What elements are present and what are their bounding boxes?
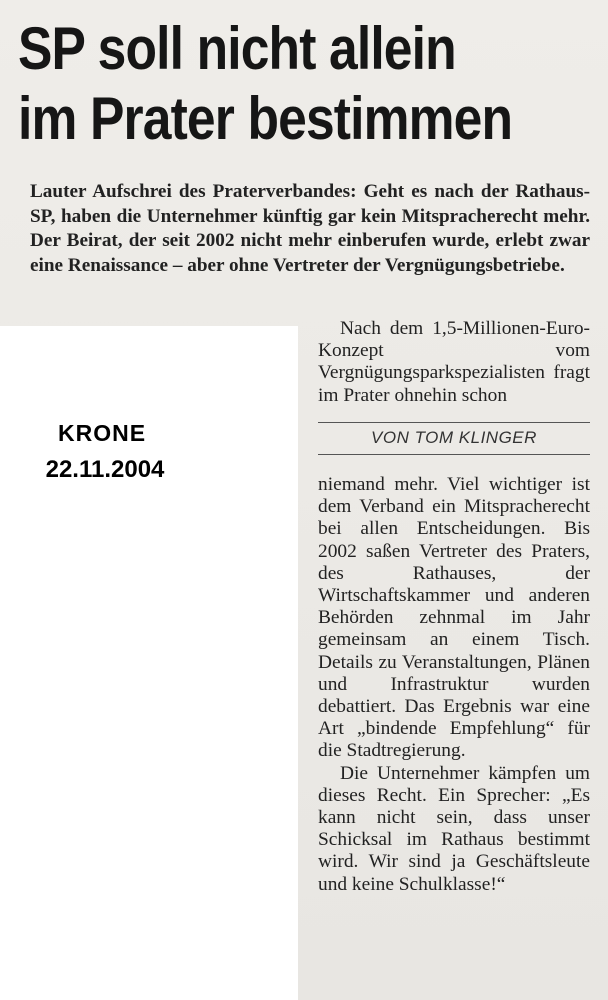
headline-line-1: SP soll nicht allein <box>18 15 456 82</box>
source-label: KRONE <box>57 420 147 446</box>
body-intro-column <box>318 318 590 407</box>
body-paragraph-1: niemand mehr. Viel wichtiger ist dem Verband ein Mitspracherecht bei allen Entscheidungen. Bis 2002 saßen Vertreter des Praters, des Rathauses, der Wirtschaftskammer und anderen Behörden zehnmal im Jahr gemeinsam an einem Tisch. Details zu Veranstaltungen, Plänen und Infrastruktur wurden debattiert. Das Ergebnis war eine Art „bindende Empfehlung“ für die Stadtregierung. <box>318 474 590 762</box>
body-paragraph-2: Die Unternehmer kämpfen um dieses Recht. Ein Sprecher: „Es kann nicht sein, dass unser Schicksal im Rathaus bestimmt wird. Wir sind ja Geschäftsleute und keine Schulklasse!“ <box>318 762 590 895</box>
headline <box>18 14 517 154</box>
byline-rule-top <box>318 422 590 423</box>
body-column <box>318 474 590 896</box>
byline: VON TOM KLINGER <box>371 428 537 447</box>
lead-paragraph: Lauter Aufschrei des Praterverbandes: Geht es nach der Rathaus-SP, haben die Unternehmer künftig gar kein Mitspracherecht mehr. Der Beirat, der seit 2002 nicht mehr einberufen wurde, erlebt zwar eine Renaissance – aber ohne Vertreter der Vergnügungsbetriebe. <box>30 181 590 276</box>
date-label: 22.11.2004 <box>45 456 165 483</box>
body-intro: Nach dem 1,5-Millionen-Euro-Konzept vom Vergnügungsparkspezialisten fragt im Prater ohnehin schon <box>318 318 590 406</box>
headline-line-2: im Prater bestimmen <box>18 85 513 152</box>
byline-rule-bottom <box>318 454 590 455</box>
